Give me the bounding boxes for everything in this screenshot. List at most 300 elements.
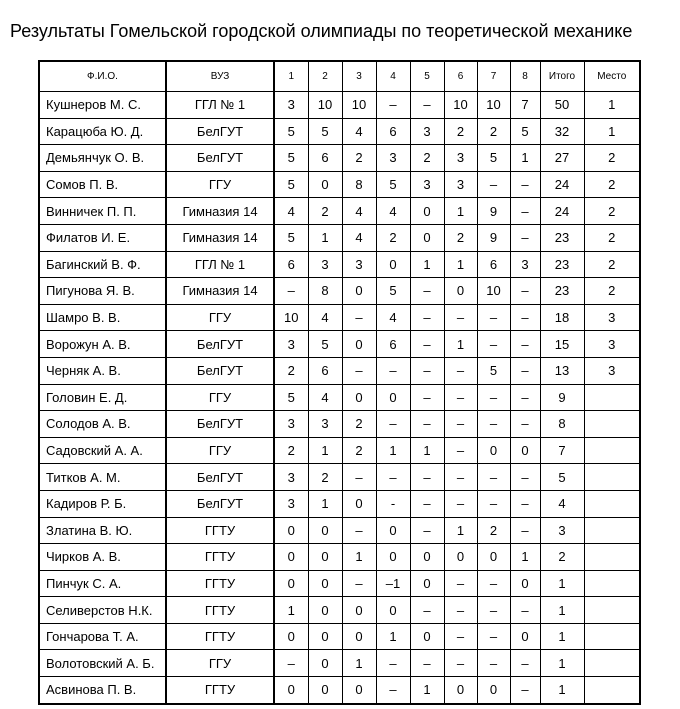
place-cell (584, 517, 640, 544)
header-task-8: 8 (510, 61, 540, 92)
task-7-score: – (477, 411, 510, 438)
task-7-score: 0 (477, 677, 510, 704)
task-2-score: 1 (308, 490, 342, 517)
table-row (39, 331, 640, 358)
task-1-score: 5 (274, 224, 308, 251)
task-6-score: – (444, 437, 477, 464)
header-task-6: 6 (444, 61, 477, 92)
vuz-cell: ГГУ (166, 437, 274, 464)
task-6-score: – (444, 490, 477, 517)
total-cell: 23 (540, 224, 584, 251)
task-1-score: 3 (274, 92, 308, 119)
task-1-score: 2 (274, 437, 308, 464)
task-8-score: – (510, 650, 540, 677)
place-cell (584, 544, 640, 571)
place-cell (584, 650, 640, 677)
task-7-score: 10 (477, 92, 510, 119)
name-cell: Титков А. М. (39, 464, 166, 491)
task-3-score: 0 (342, 597, 376, 624)
task-8-score: – (510, 304, 540, 331)
task-1-score: 4 (274, 198, 308, 225)
task-8-score: 0 (510, 570, 540, 597)
task-7-score: 6 (477, 251, 510, 278)
vuz-cell: ГГТУ (166, 517, 274, 544)
vuz-cell: БелГУТ (166, 118, 274, 145)
place-cell: 1 (584, 92, 640, 119)
task-8-score: 0 (510, 623, 540, 650)
task-8-score: – (510, 331, 540, 358)
task-1-score: – (274, 278, 308, 305)
task-8-score: – (510, 198, 540, 225)
task-6-score: – (444, 357, 477, 384)
place-cell (584, 570, 640, 597)
total-cell: 50 (540, 92, 584, 119)
task-4-score: 1 (376, 437, 410, 464)
task-5-score: 3 (410, 118, 444, 145)
task-1-score: 5 (274, 171, 308, 198)
task-6-score: – (444, 411, 477, 438)
place-cell: 3 (584, 357, 640, 384)
name-cell: Демьянчук О. В. (39, 145, 166, 172)
task-4-score: 0 (376, 544, 410, 571)
task-5-score: – (410, 517, 444, 544)
total-cell: 4 (540, 490, 584, 517)
name-cell: Кадиров Р. Б. (39, 490, 166, 517)
place-cell: 3 (584, 331, 640, 358)
total-cell: 32 (540, 118, 584, 145)
task-2-score: 0 (308, 171, 342, 198)
task-5-score: 0 (410, 224, 444, 251)
task-4-score: 6 (376, 331, 410, 358)
task-3-score: 1 (342, 544, 376, 571)
task-3-score: 0 (342, 677, 376, 704)
task-7-score: 5 (477, 357, 510, 384)
task-8-score: 1 (510, 145, 540, 172)
table-row (39, 357, 640, 384)
header-task-5: 5 (410, 61, 444, 92)
place-cell (584, 411, 640, 438)
task-6-score: – (444, 570, 477, 597)
task-2-score: 5 (308, 331, 342, 358)
task-1-score: 0 (274, 544, 308, 571)
total-cell: 13 (540, 357, 584, 384)
header-name: Ф.И.О. (39, 61, 166, 92)
vuz-cell: БелГУТ (166, 357, 274, 384)
name-cell: Пигунова Я. В. (39, 278, 166, 305)
vuz-cell: ГГУ (166, 384, 274, 411)
task-1-score: – (274, 650, 308, 677)
task-3-score: 2 (342, 145, 376, 172)
total-cell: 1 (540, 623, 584, 650)
task-1-score: 3 (274, 331, 308, 358)
task-1-score: 1 (274, 597, 308, 624)
table-row (39, 490, 640, 517)
task-4-score: 6 (376, 118, 410, 145)
task-3-score: 10 (342, 92, 376, 119)
name-cell: Багинский В. Ф. (39, 251, 166, 278)
task-8-score: 7 (510, 92, 540, 119)
task-7-score: – (477, 650, 510, 677)
task-2-score: 8 (308, 278, 342, 305)
table-row (39, 597, 640, 624)
task-3-score: 1 (342, 650, 376, 677)
task-4-score: 2 (376, 224, 410, 251)
vuz-cell: Гимназия 14 (166, 224, 274, 251)
task-7-score: 2 (477, 118, 510, 145)
task-8-score: – (510, 224, 540, 251)
place-cell: 2 (584, 278, 640, 305)
task-8-score: – (510, 357, 540, 384)
header-place: Место (584, 61, 640, 92)
total-cell: 15 (540, 331, 584, 358)
task-7-score: – (477, 331, 510, 358)
header-task-7: 7 (477, 61, 510, 92)
header-task-4: 4 (376, 61, 410, 92)
table-row (39, 517, 640, 544)
name-cell: Шамро В. В. (39, 304, 166, 331)
total-cell: 2 (540, 544, 584, 571)
task-4-score: - (376, 490, 410, 517)
task-6-score: 3 (444, 145, 477, 172)
name-cell: Селиверстов Н.К. (39, 597, 166, 624)
total-cell: 8 (540, 411, 584, 438)
task-5-score: – (410, 304, 444, 331)
task-5-score: – (410, 650, 444, 677)
name-cell: Кушнеров М. С. (39, 92, 166, 119)
vuz-cell: ГГУ (166, 171, 274, 198)
name-cell: Ворожун А. В. (39, 331, 166, 358)
task-7-score: – (477, 464, 510, 491)
task-5-score: 1 (410, 437, 444, 464)
task-4-score: 3 (376, 145, 410, 172)
task-7-score: 5 (477, 145, 510, 172)
total-cell: 23 (540, 278, 584, 305)
place-cell (584, 490, 640, 517)
total-cell: 9 (540, 384, 584, 411)
vuz-cell: БелГУТ (166, 145, 274, 172)
task-4-score: 0 (376, 384, 410, 411)
task-8-score: – (510, 171, 540, 198)
task-3-score: 0 (342, 490, 376, 517)
task-3-score: 0 (342, 384, 376, 411)
task-4-score: – (376, 650, 410, 677)
task-5-score: – (410, 464, 444, 491)
task-8-score: – (510, 464, 540, 491)
total-cell: 1 (540, 597, 584, 624)
task-6-score: 1 (444, 331, 477, 358)
place-cell: 2 (584, 198, 640, 225)
task-4-score: 5 (376, 171, 410, 198)
name-cell: Головин Е. Д. (39, 384, 166, 411)
task-6-score: – (444, 464, 477, 491)
task-6-score: 2 (444, 224, 477, 251)
name-cell: Сомов П. В. (39, 171, 166, 198)
table-row (39, 384, 640, 411)
task-7-score: – (477, 384, 510, 411)
task-2-score: 2 (308, 198, 342, 225)
task-8-score: 0 (510, 437, 540, 464)
task-3-score: – (342, 517, 376, 544)
place-cell: 3 (584, 304, 640, 331)
task-2-score: 6 (308, 145, 342, 172)
total-cell: 27 (540, 145, 584, 172)
name-cell: Черняк А. В. (39, 357, 166, 384)
task-1-score: 0 (274, 677, 308, 704)
table-row (39, 544, 640, 571)
task-7-score: 9 (477, 224, 510, 251)
vuz-cell: БелГУТ (166, 490, 274, 517)
total-cell: 24 (540, 171, 584, 198)
table-row (39, 677, 640, 704)
place-cell: 1 (584, 118, 640, 145)
task-4-score: 0 (376, 517, 410, 544)
task-2-score: 10 (308, 92, 342, 119)
task-7-score: – (477, 304, 510, 331)
vuz-cell: ГГЛ № 1 (166, 92, 274, 119)
task-4-score: 0 (376, 251, 410, 278)
name-cell: Пинчук С. А. (39, 570, 166, 597)
name-cell: Карацюба Ю. Д. (39, 118, 166, 145)
name-cell: Чирков А. В. (39, 544, 166, 571)
task-2-score: 0 (308, 517, 342, 544)
name-cell: Винничек П. П. (39, 198, 166, 225)
task-1-score: 5 (274, 145, 308, 172)
task-1-score: 0 (274, 517, 308, 544)
task-8-score: – (510, 677, 540, 704)
table-row (39, 278, 640, 305)
table-row (39, 251, 640, 278)
task-6-score: – (444, 623, 477, 650)
table-row (39, 623, 640, 650)
vuz-cell: ГГУ (166, 304, 274, 331)
task-5-score: – (410, 411, 444, 438)
total-cell: 1 (540, 570, 584, 597)
table-body (39, 92, 640, 704)
place-cell (584, 437, 640, 464)
task-5-score: 2 (410, 145, 444, 172)
task-6-score: 3 (444, 171, 477, 198)
task-4-score: – (376, 677, 410, 704)
vuz-cell: ГГТУ (166, 597, 274, 624)
results-table (38, 60, 641, 705)
task-5-score: – (410, 597, 444, 624)
task-1-score: 3 (274, 464, 308, 491)
task-8-score: 5 (510, 118, 540, 145)
vuz-cell: БелГУТ (166, 464, 274, 491)
vuz-cell: Гимназия 14 (166, 198, 274, 225)
vuz-cell: ГГТУ (166, 677, 274, 704)
total-cell: 24 (540, 198, 584, 225)
total-cell: 1 (540, 650, 584, 677)
name-cell: Златина В. Ю. (39, 517, 166, 544)
task-2-score: 1 (308, 437, 342, 464)
task-1-score: 5 (274, 118, 308, 145)
task-7-score: 9 (477, 198, 510, 225)
task-2-score: 2 (308, 464, 342, 491)
table-row (39, 411, 640, 438)
total-cell: 1 (540, 677, 584, 704)
vuz-cell: Гимназия 14 (166, 278, 274, 305)
task-2-score: 5 (308, 118, 342, 145)
task-8-score: 1 (510, 544, 540, 571)
task-2-score: 4 (308, 384, 342, 411)
header-row (39, 61, 640, 92)
task-2-score: 0 (308, 597, 342, 624)
task-5-score: – (410, 357, 444, 384)
task-3-score: 0 (342, 623, 376, 650)
name-cell: Филатов И. Е. (39, 224, 166, 251)
name-cell: Гончарова Т. А. (39, 623, 166, 650)
task-4-score: – (376, 464, 410, 491)
total-cell: 5 (540, 464, 584, 491)
task-7-score: – (477, 171, 510, 198)
header-total: Итого (540, 61, 584, 92)
task-3-score: 2 (342, 411, 376, 438)
task-3-score: – (342, 464, 376, 491)
task-3-score: 2 (342, 437, 376, 464)
task-1-score: 2 (274, 357, 308, 384)
task-3-score: 4 (342, 198, 376, 225)
task-1-score: 0 (274, 623, 308, 650)
vuz-cell: ГГУ (166, 650, 274, 677)
task-7-score: 0 (477, 437, 510, 464)
vuz-cell: ГГТУ (166, 570, 274, 597)
place-cell (584, 677, 640, 704)
task-4-score: –1 (376, 570, 410, 597)
table-row (39, 224, 640, 251)
task-4-score: – (376, 411, 410, 438)
place-cell (584, 464, 640, 491)
task-7-score: 10 (477, 278, 510, 305)
task-2-score: 4 (308, 304, 342, 331)
task-6-score: – (444, 650, 477, 677)
total-cell: 23 (540, 251, 584, 278)
task-8-score: – (510, 411, 540, 438)
task-5-score: – (410, 384, 444, 411)
task-3-score: 0 (342, 278, 376, 305)
vuz-cell: ГГЛ № 1 (166, 251, 274, 278)
task-5-score: 3 (410, 171, 444, 198)
task-6-score: 1 (444, 251, 477, 278)
header-task-3: 3 (342, 61, 376, 92)
task-3-score: – (342, 304, 376, 331)
task-1-score: 3 (274, 411, 308, 438)
table-row (39, 145, 640, 172)
place-cell (584, 597, 640, 624)
task-6-score: 1 (444, 198, 477, 225)
total-cell: 18 (540, 304, 584, 331)
task-7-score: – (477, 570, 510, 597)
table-row (39, 92, 640, 119)
task-2-score: 0 (308, 570, 342, 597)
vuz-cell: БелГУТ (166, 411, 274, 438)
task-8-score: – (510, 597, 540, 624)
table-row (39, 650, 640, 677)
task-7-score: – (477, 597, 510, 624)
header-vuz: ВУЗ (166, 61, 274, 92)
task-4-score: – (376, 357, 410, 384)
table-row (39, 437, 640, 464)
table-row (39, 464, 640, 491)
task-8-score: – (510, 384, 540, 411)
task-5-score: – (410, 278, 444, 305)
page-title: Результаты Гомельской городской олимпиады по теоретической механике (10, 21, 633, 41)
task-6-score: 1 (444, 517, 477, 544)
task-6-score: 10 (444, 92, 477, 119)
task-3-score: 3 (342, 251, 376, 278)
task-5-score: 0 (410, 544, 444, 571)
task-7-score: – (477, 490, 510, 517)
task-2-score: 0 (308, 650, 342, 677)
task-6-score: – (444, 597, 477, 624)
task-5-score: – (410, 92, 444, 119)
task-6-score: 0 (444, 677, 477, 704)
task-5-score: 0 (410, 570, 444, 597)
task-7-score: – (477, 623, 510, 650)
task-2-score: 1 (308, 224, 342, 251)
task-4-score: 4 (376, 304, 410, 331)
task-2-score: 3 (308, 411, 342, 438)
total-cell: 3 (540, 517, 584, 544)
table-row (39, 118, 640, 145)
task-5-score: 0 (410, 623, 444, 650)
task-5-score: – (410, 331, 444, 358)
task-1-score: 6 (274, 251, 308, 278)
task-5-score: 1 (410, 251, 444, 278)
task-8-score: 3 (510, 251, 540, 278)
task-4-score: 5 (376, 278, 410, 305)
place-cell: 2 (584, 224, 640, 251)
task-5-score: 1 (410, 677, 444, 704)
task-8-score: – (510, 490, 540, 517)
task-7-score: 2 (477, 517, 510, 544)
task-6-score: 2 (444, 118, 477, 145)
task-4-score: – (376, 92, 410, 119)
task-6-score: 0 (444, 278, 477, 305)
task-3-score: – (342, 357, 376, 384)
table-row (39, 570, 640, 597)
name-cell: Садовский А. А. (39, 437, 166, 464)
task-1-score: 10 (274, 304, 308, 331)
vuz-cell: ГГТУ (166, 544, 274, 571)
header-task-1: 1 (274, 61, 308, 92)
task-2-score: 0 (308, 544, 342, 571)
name-cell: Солодов А. В. (39, 411, 166, 438)
table-row (39, 171, 640, 198)
task-6-score: – (444, 384, 477, 411)
task-1-score: 3 (274, 490, 308, 517)
task-7-score: 0 (477, 544, 510, 571)
task-2-score: 3 (308, 251, 342, 278)
total-cell: 7 (540, 437, 584, 464)
task-3-score: – (342, 570, 376, 597)
task-8-score: – (510, 278, 540, 305)
vuz-cell: ГГТУ (166, 623, 274, 650)
task-3-score: 0 (342, 331, 376, 358)
name-cell: Асвинова П. В. (39, 677, 166, 704)
task-3-score: 4 (342, 224, 376, 251)
task-2-score: 0 (308, 623, 342, 650)
task-4-score: 1 (376, 623, 410, 650)
task-2-score: 0 (308, 677, 342, 704)
task-5-score: – (410, 490, 444, 517)
task-2-score: 6 (308, 357, 342, 384)
place-cell: 2 (584, 171, 640, 198)
task-1-score: 5 (274, 384, 308, 411)
task-1-score: 0 (274, 570, 308, 597)
vuz-cell: БелГУТ (166, 331, 274, 358)
place-cell (584, 384, 640, 411)
